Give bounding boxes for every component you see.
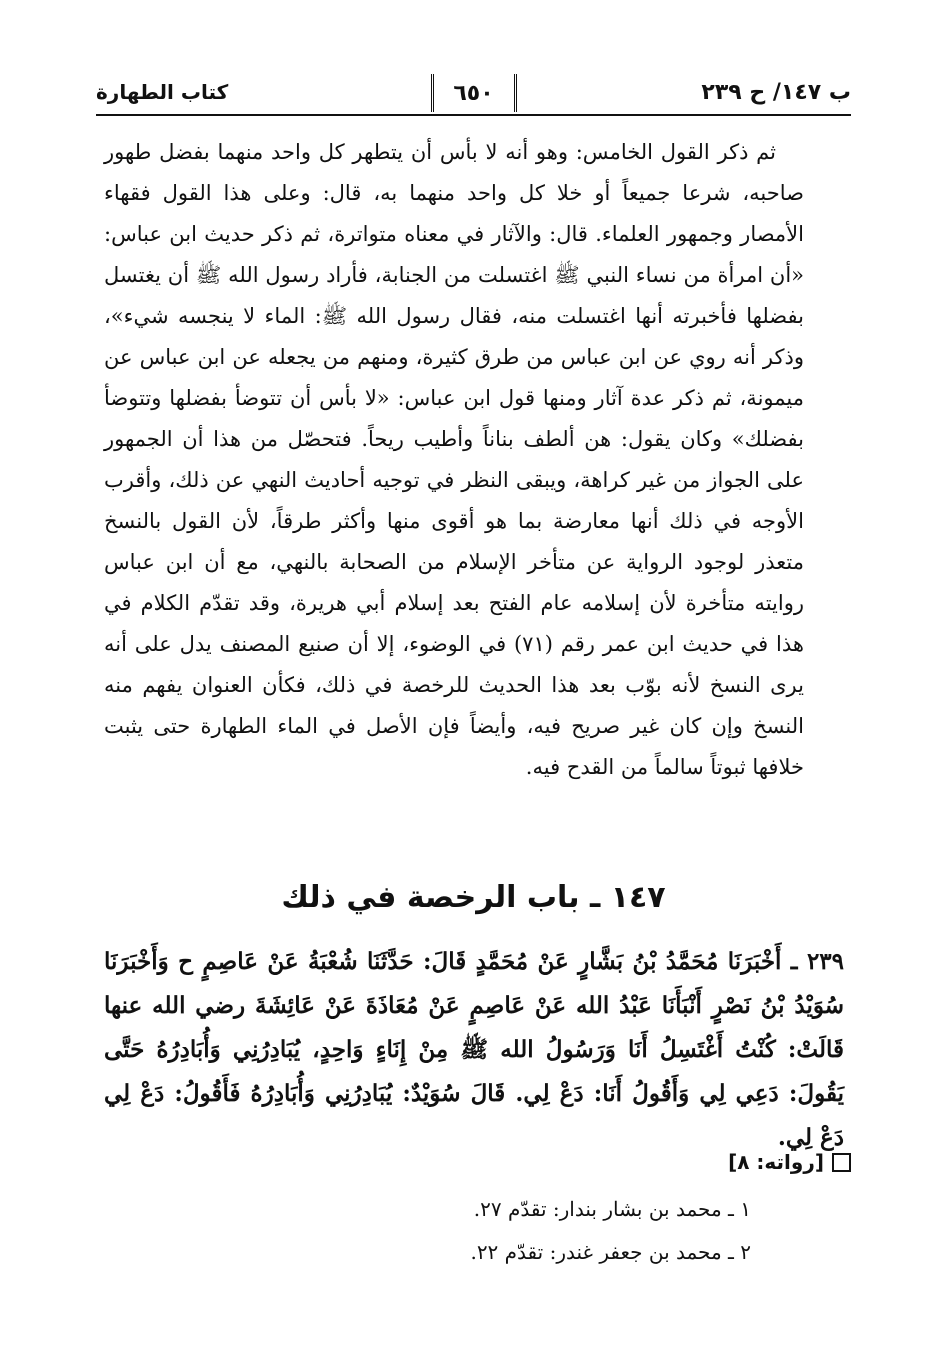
list-item: ٢ ـ محمد بن جعفر غندر: تقدّم ٢٢.: [470, 1240, 751, 1264]
narrators-count: [رواته: ٨]: [728, 1150, 824, 1174]
narrators-heading: [96, 1150, 851, 1174]
list-item: ١ ـ محمد بن بشار بندار: تقدّم ٢٧.: [473, 1197, 751, 1221]
hadith-reference: ب ١٤٧/ ح ٢٣٩: [701, 80, 851, 105]
narrators-list: [96, 1188, 851, 1274]
commentary-text: [104, 132, 804, 788]
page-number: ٦٥٠: [431, 74, 517, 112]
commentary-paragraph: ثم ذكر القول الخامس: وهو أنه لا بأس أن يتطهر كل واحد منهما بفضل طهور صاحبه، شرعا جميعاً أو خلا كل واحد منهما به، قال: وعلى هذا القول فقهاء الأمصار وجمهور العلماء. قال: والآثار في معناه متواترة، ثم ذكر حديث ابن عباس: «أن امرأة من نساء النبي ﷺ اغتسلت من الجنابة، فأراد رسول الله ﷺ أن يغتسل بفضلها فأخبرته أنها اغتسلت منه، فقال رسول الله ﷺ: الماء لا ينجسه شيء»، وذكر أنه روي عن ابن عباس من طرق كثيرة، ومنهم من يجعله عن ابن عباس عن ميمونة، ثم ذكر عدة آثار ومنها قول ابن عباس: «لا بأس أن تتوضأ بفضلها وتتوضأ بفضلك» وكان يقول: هن ألطف بناناً وأطيب ريحاً. فتحصّل من هذا أن الجمهور على الجواز من غير كراهة، ويبقى النظر في توجيه أحاديث النهي عن ذلك، وأقرب الأوجه في ذلك أنها معارضة بما هو أقوى منها وأكثر طرقاً، لأن القول بالنسخ متعذر لوجود الرواية عن متأخر الإسلام من الصحابة بالنهي، مع أن ابن عباس روايته متأخرة لأن إسلامه عام الفتح بعد إسلام أبي هريرة، وقد تقدّم الكلام في هذا في حديث ابن عمر رقم (٧١) في الوضوء، إلا أن صنيع المصنف يدل على أنه يرى النسخ لأنه بوّب بعد هذا الحديث للرخصة في ذلك، فكأن العنوان يفهم منه النسخ وإن كان غير صريح فيه، وأيضاً فإن الأصل في الماء الطهارة حتى يثبت خلافها ثبوتاً سالماً من القدح فيه.: [104, 140, 804, 779]
header-divider: [96, 114, 851, 116]
square-bullet-icon: [832, 1153, 851, 1172]
book-title: كتاب الطهارة: [96, 80, 229, 104]
hadith-text: ٢٣٩ ـ أَخْبَرَنَا مُحَمَّدُ بْنُ بَشَّارٍ عَنْ مُحَمَّدٍ قَالَ: حَدَّثَنَا شُعْبَةُ عَنْ عَاصِمٍ ح وَأَخْبَرَنَا سُوَيْدُ بْنُ نَصْرٍ أَنْبَأَنَا عَبْدُ الله عَنْ عَاصِمٍ عَنْ مُعَاذَةَ عَنْ عَائِشَةَ رضي الله عنها قَالَتْ: كُنْتُ أَغْتَسِلُ أَنَا وَرَسُولُ الله ﷺ مِنْ إِنَاءٍ وَاحِدٍ، يُبَادِرُنِي وَأُبَادِرُهُ حَتَّى يَقُولَ: دَعِي لِي وَأَقُولُ أَنَا: دَعْ لِي. قَالَ سُوَيْدٌ: يُبَادِرُنِي وَأُبَادِرُهُ فَأَقُولُ: دَعْ لِي دَعْ لِي.: [104, 948, 844, 1151]
hadith-block: [104, 940, 844, 1160]
narrators-section: [96, 1150, 851, 1274]
page-header: [96, 74, 851, 116]
chapter-heading: ١٤٧ ـ باب الرخصة في ذلك: [281, 880, 666, 915]
